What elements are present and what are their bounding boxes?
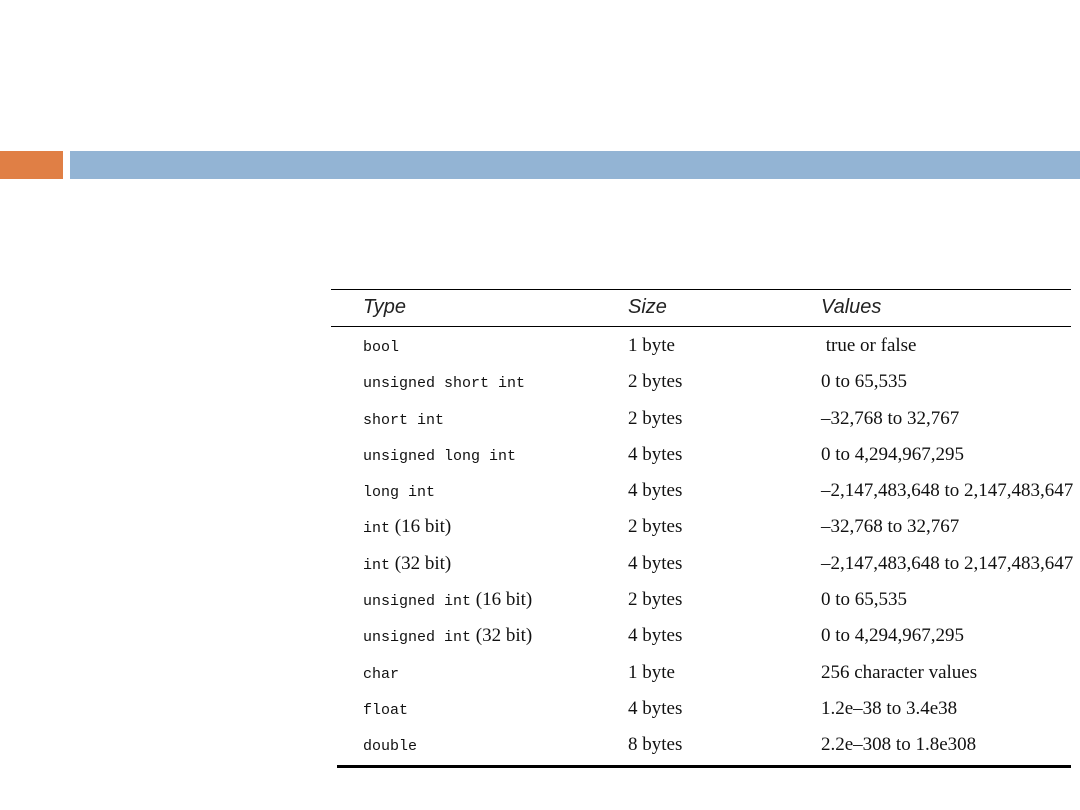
values-cell: 0 to 4,294,967,295 — [821, 625, 965, 647]
type-code: bool — [363, 339, 400, 356]
type-cell — [363, 444, 516, 466]
type-code: int — [363, 556, 391, 574]
type-cell — [363, 734, 417, 756]
table-row — [331, 363, 1071, 399]
table-row — [331, 726, 1071, 762]
type-code: unsigned long int — [363, 447, 517, 465]
table-row — [331, 545, 1074, 581]
values-cell: 2.2e–308 to 1.8e308 — [821, 734, 977, 756]
size-cell: 4 bytes — [628, 625, 683, 647]
values-cell: 256 character values — [821, 661, 978, 683]
type-note: (16 bit) — [471, 589, 533, 611]
size-cell: 8 bytes — [628, 734, 683, 756]
header-size: Size — [628, 296, 667, 318]
table-body — [331, 327, 1074, 763]
size-cell: 2 bytes — [628, 371, 683, 393]
type-cell — [363, 698, 408, 720]
size-cell: 2 bytes — [628, 516, 683, 538]
table-header — [331, 290, 1071, 327]
type-cell — [363, 516, 451, 538]
table-row — [331, 472, 1074, 508]
type-cell — [363, 589, 532, 611]
type-code: char — [363, 665, 400, 683]
table-row — [331, 327, 1071, 363]
values-cell: 0 to 65,535 — [821, 371, 908, 393]
accent-bar-orange — [0, 151, 63, 179]
accent-bar-blue — [70, 151, 1080, 179]
size-cell: 4 bytes — [628, 480, 683, 502]
table-row — [331, 581, 1071, 617]
values-cell: true or false — [821, 335, 917, 356]
type-code: unsigned int — [363, 593, 472, 611]
table-row — [331, 436, 1071, 472]
values-cell: –32,768 to 32,767 — [821, 516, 960, 538]
type-cell — [363, 662, 399, 684]
size-cell: 1 byte — [628, 335, 675, 356]
type-cell — [363, 625, 532, 647]
values-cell: 1.2e–38 to 3.4e38 — [821, 697, 958, 719]
size-cell: 2 bytes — [628, 589, 683, 611]
size-cell: 4 bytes — [628, 697, 683, 719]
size-cell: 2 bytes — [628, 407, 683, 429]
type-code: unsigned short int — [363, 375, 526, 393]
table-row — [331, 690, 1071, 726]
header-values: Values — [821, 296, 882, 318]
table-bottom-rule — [337, 765, 1071, 768]
type-cell — [363, 371, 525, 393]
values-cell: –2,147,483,648 to 2,147,483,647 — [821, 480, 1074, 502]
type-code: long int — [363, 484, 436, 502]
values-cell: 0 to 4,294,967,295 — [821, 443, 965, 465]
type-note: (32 bit) — [471, 625, 533, 647]
type-cell — [363, 335, 399, 357]
type-code: unsigned int — [363, 629, 472, 647]
type-code: float — [363, 701, 409, 719]
values-cell: 0 to 65,535 — [821, 589, 908, 611]
type-code: short int — [363, 411, 445, 429]
type-note: (32 bit) — [390, 552, 452, 574]
type-cell — [363, 553, 451, 575]
size-cell: 4 bytes — [628, 552, 683, 574]
table-row — [331, 508, 1071, 544]
values-cell: –2,147,483,648 to 2,147,483,647 — [821, 552, 1074, 574]
table-row — [331, 400, 1071, 436]
type-code: double — [363, 738, 418, 756]
type-note: (16 bit) — [390, 516, 452, 538]
data-types-table — [331, 289, 1074, 768]
size-cell: 4 bytes — [628, 443, 683, 465]
header-type: Type — [363, 296, 406, 318]
type-cell — [363, 408, 444, 430]
table-row — [331, 617, 1071, 653]
type-code: int — [363, 520, 391, 538]
table-row — [331, 654, 1071, 690]
values-cell: –32,768 to 32,767 — [821, 407, 960, 429]
type-cell — [363, 480, 435, 502]
size-cell: 1 byte — [628, 661, 675, 683]
